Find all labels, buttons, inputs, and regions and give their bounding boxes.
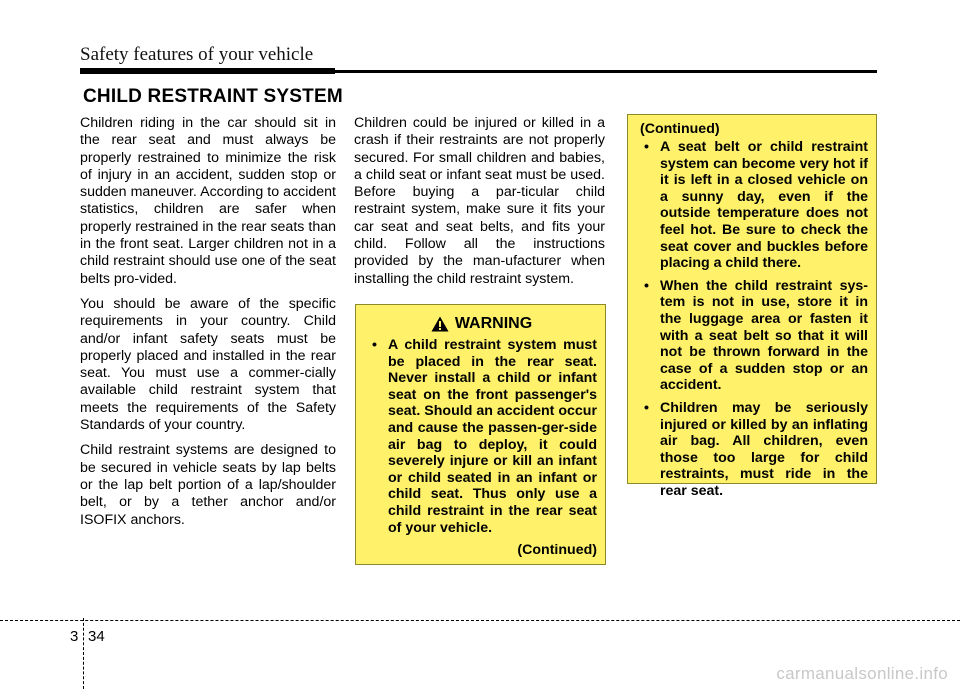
warning-bullet: • A child restraint system must be placed in the rear seat. Never install a child or infant seat on the front passenger's seat. Should an accident occur and cause the passen-ger-side air bag to deploy, it could severely injure or kill an infant or child seated in an infant or child seat. Thus only use a child restraint in the rear seat of your vehicle. [366, 337, 597, 536]
warning-bullet: • Children may be seriously injured or killed by an inflating air bag. All children, even those too large for child restraints, must ride in the rear seat. [638, 400, 868, 500]
watermark: carmanualsonline.info [776, 664, 948, 683]
continued-label: (Continued) [640, 121, 720, 137]
body-paragraph: Child restraint systems are designed to be secured in vehicle seats by lap belts or the lap belt portion of a lap/shoulder belt, or by a tether anchor and/or ISOFIX anchors. [80, 442, 336, 528]
body-column-middle [354, 115, 605, 296]
warning-box [355, 304, 606, 565]
body-paragraph: Children riding in the car should sit in the rear seat and must always be properly restrained to minimize the risk of injury in an accident, sudden stop or sudden maneuver. According to accident statistics, children are safer when properly restrained in the rear seats than in the front seat. Larger children not in a child restraint should use one of the seat belts pro-vided. [80, 115, 336, 287]
section-title: CHILD RESTRAINT SYSTEM [83, 86, 343, 107]
footer-rule [0, 620, 960, 621]
warning-bullet-list [638, 139, 868, 499]
warning-box-continued [627, 114, 877, 499]
header-rule [80, 70, 877, 73]
chapter-number: 3 [70, 628, 79, 645]
warning-bullet: • When the child restraint sys-tem is not in use, store it in the luggage area or fasten it with a seat belt so that it will not be thrown forward in the case of a sudden stop or an accident. [638, 278, 868, 394]
footer-divider [83, 618, 84, 689]
warning-triangle-icon [431, 316, 449, 332]
body-paragraph: Children could be injured or killed in a crash if their restraints are not properly secured. For small children and babies, a child seat or infant seat must be used. Before buying a par-ticular child restraint system, make sure it fits your car seat and seat belts, and fits your child. Follow all the instructions provided by the man-ufacturer when installing the child restraint system. [354, 115, 605, 287]
continued-label: (Continued) [517, 542, 597, 559]
warning-heading-label: WARNING [454, 315, 533, 332]
body-paragraph: You should be aware of the specific requirements in your country. Child and/or infant safety seats must be properly placed and installed in the rear seat. You must use a commer-cially available child restraint system that meets the requirements of the Safety Standards of your country. [80, 295, 336, 434]
body-column-left [80, 115, 336, 537]
page-number: 34 [88, 628, 105, 645]
warning-bullet-list [366, 337, 597, 536]
warning-heading [366, 315, 597, 333]
warning-bullet: • A seat belt or child restraint system can become very hot if it is left in a closed vehicle on a sunny day, even if the outside temperature does not feel hot. Be sure to check the seat cover and buckles before placing a child there. [638, 139, 868, 272]
page-header-title: Safety features of your vehicle [80, 44, 314, 65]
